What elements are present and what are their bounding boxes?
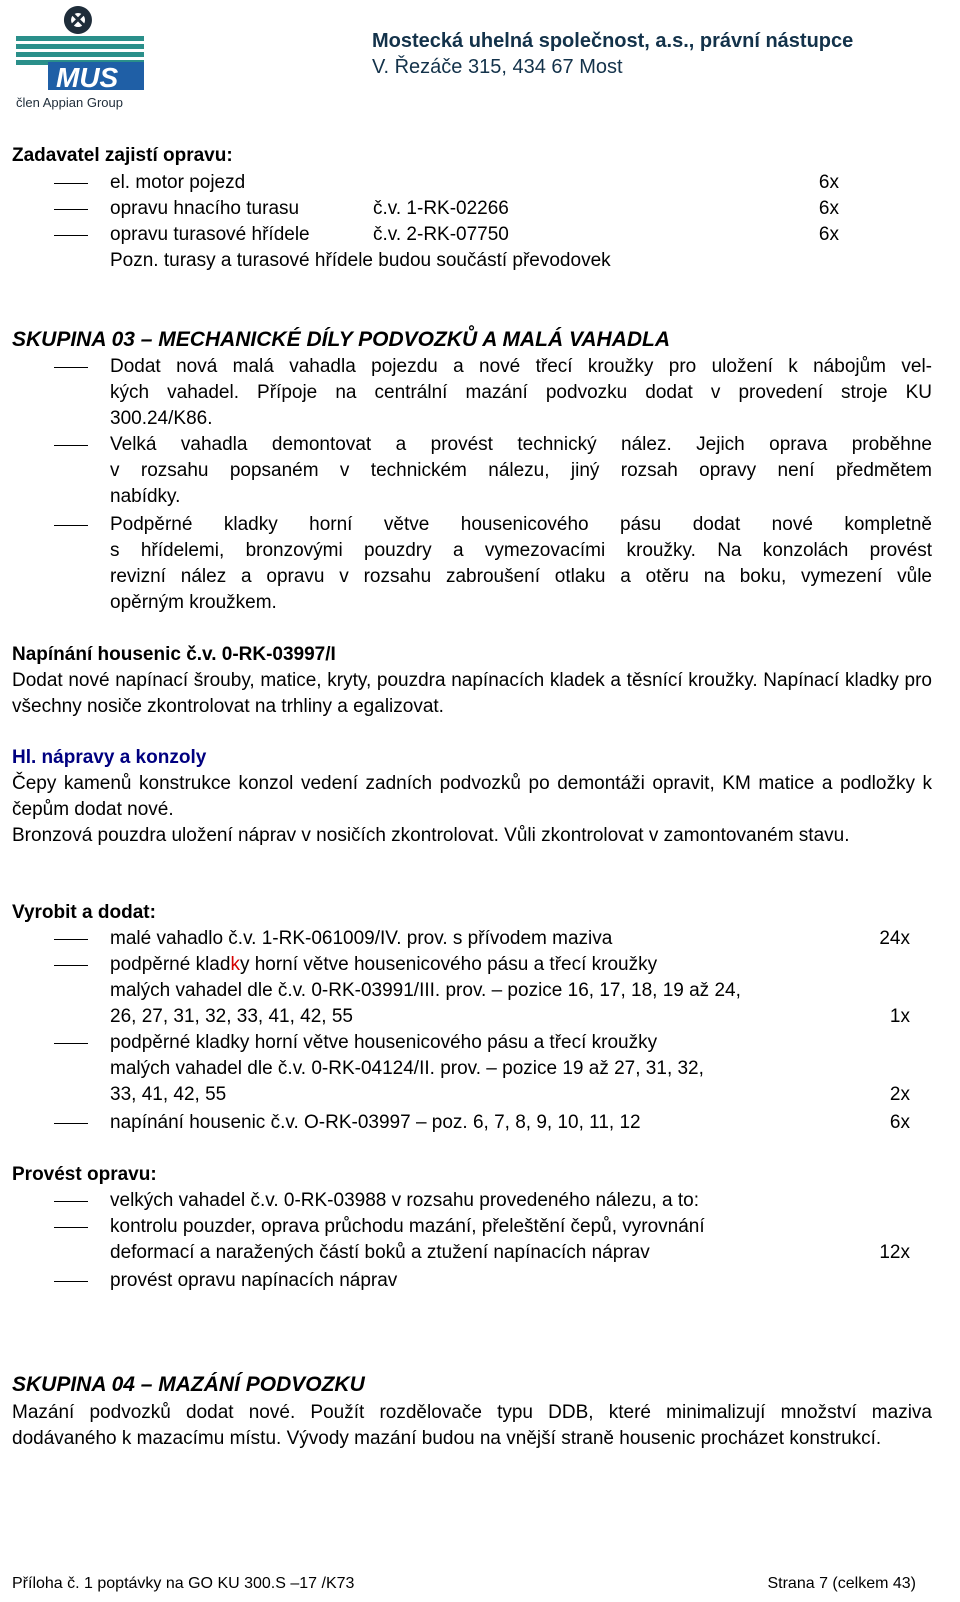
list-item: velkých vahadel č.v. 0-RK-03988 v rozsahu provedeného nálezu, a to: <box>110 1190 699 1211</box>
list-item-line: 33, 41, 42, 55 <box>110 1084 227 1105</box>
group-title: SKUPINA 03 – MECHANICKÉ DÍLY PODVOZKŮ A MALÁ VAHADLA <box>12 328 671 351</box>
dash <box>54 965 88 966</box>
logo-subtext: člen Appian Group <box>16 95 123 110</box>
company-address: V. Řezáče 315, 434 67 Most <box>372 56 623 78</box>
section-heading: Napínání housenic č.v. 0-RK-03997/I <box>12 644 336 665</box>
drawing-number: č.v. 1-RK-02266 <box>373 198 509 219</box>
logo-text: MUS <box>56 62 119 93</box>
list-item <box>110 952 657 978</box>
dash <box>54 445 88 446</box>
section-heading-text: Hl. nápravy a konzoly <box>12 747 207 768</box>
quantity: 12x <box>879 1242 910 1263</box>
dash <box>54 1281 88 1282</box>
dash <box>54 1123 88 1124</box>
paragraph-line: Velká vahadla demontovat a provést technický nález. Jejich oprava proběhne <box>110 434 932 455</box>
note: Pozn. turasy a turasové hřídele budou součástí převodovek <box>110 250 611 271</box>
dash <box>54 235 88 236</box>
drawing-number: č.v. 2-RK-07750 <box>373 224 509 245</box>
quantity: 1x <box>889 1006 910 1027</box>
quantity: 24x <box>879 928 910 949</box>
list-item: provést opravu napínacích náprav <box>110 1270 398 1291</box>
mus-logo-icon <box>14 4 146 110</box>
dash <box>54 1201 88 1202</box>
paragraph: Bronzová pouzdra uložení náprav v nosičích zkontrolovat. Vůli zkontrolovat v zamontovaném stavu. <box>12 825 850 846</box>
quantity: 6x <box>818 172 839 193</box>
quantity: 6x <box>818 224 839 245</box>
company-name: Mostecká uhelná společnost, a.s., právní nástupce <box>372 30 854 52</box>
quantity: 6x <box>818 198 839 219</box>
paragraph-line: revizní nález a opravu v rozsahu zabroušení otlaku a otěru na boku, vymezení vůle <box>110 566 932 587</box>
footer-left: Příloha č. 1 poptávky na GO KU 300.S –17 /K73 <box>12 1575 355 1592</box>
paragraph-line: opěrným kroužkem. <box>110 592 277 613</box>
paragraph-line: v rozsahu popsaném v technickém nálezu, jiný rozsah opravy není předmětem <box>110 460 932 481</box>
paragraph-line: nabídky. <box>110 486 181 507</box>
list-item: opravu turasové hřídele <box>110 224 310 245</box>
dash <box>54 939 88 940</box>
list-item: malé vahadlo č.v. 1-RK-061009/IV. prov. s přívodem maziva <box>110 928 613 949</box>
list-item: opravu hnacího turasu <box>110 198 300 219</box>
company-logo <box>14 4 146 110</box>
paragraph-line: Podpěrné kladky horní větve housenicového pásu dodat nové kompletně <box>110 514 932 535</box>
dash <box>54 209 88 210</box>
list-item: podpěrné kladky horní větve housenicového pásu a třecí kroužky <box>110 1032 658 1053</box>
dash <box>54 183 88 184</box>
list-item-line: deformací a naražených částí boků a ztužení napínacích náprav <box>110 1242 650 1263</box>
list-item-line: malých vahadel dle č.v. 0-RK-04124/II. prov. – pozice 19 až 27, 31, 32, <box>110 1058 704 1079</box>
dash <box>54 525 88 526</box>
list-item: kontrolu pouzder, oprava průchodu mazání, přeleštění čepů, vyrovnání <box>110 1216 705 1237</box>
list-item-line: 26, 27, 31, 32, 33, 41, 42, 55 <box>110 1006 353 1027</box>
paragraph-line: Dodat nová malá vahadla pojezdu a nové třecí kroužky pro uložení k nábojům vel- <box>110 356 932 377</box>
page-number: Strana 7 (celkem 43) <box>767 1575 916 1592</box>
section-heading: Zadavatel zajistí opravu: <box>12 145 233 166</box>
list-item: napínání housenic č.v. O-RK-03997 – poz. 6, 7, 8, 9, 10, 11, 12 <box>110 1112 641 1133</box>
section-heading: Vyrobit a dodat: <box>12 902 156 923</box>
dash <box>54 1043 88 1044</box>
quantity: 6x <box>889 1112 910 1133</box>
dash <box>54 367 88 368</box>
paragraph-line: s hřídelemi, bronzovými pouzdry a vymezovacími kroužky. Na konzolách provést <box>110 540 932 561</box>
text-part: podpěrné klad <box>110 954 231 975</box>
paragraph: Mazání podvozků dodat nové. Použít rozdělovače typu DDB, které minimalizují množství maziva dodávaného k mazacímu místu. Vývody mazání budou na vnější straně housenic procházet konstrukcí. <box>12 1402 932 1449</box>
highlighted-letter: k <box>230 954 240 975</box>
paragraph-line: kých vahadel. Přípoje na centrální mazání podvozku dodat v provedení stroje KU <box>110 382 932 403</box>
dash <box>54 1227 88 1228</box>
group-title: SKUPINA 04 – MAZÁNÍ PODVOZKU <box>12 1373 365 1396</box>
paragraph: Dodat nové napínací šrouby, matice, kryty, pouzdra napínacích kladek a těsnící kroužky. Napínací kladky pro všechny nosiče zkontrolovat na trhliny a egalizovat. <box>12 670 932 717</box>
list-item: el. motor pojezd <box>110 172 246 193</box>
section-heading <box>12 745 206 771</box>
section-heading: Provést opravu: <box>12 1164 157 1185</box>
paragraph: Čepy kamenů konstrukce konzol vedení zadních podvozků po demontáži opravit, KM matice a podložky k čepům dodat nové. <box>12 773 932 820</box>
text-part: y horní větve housenicového pásu a třecí kroužky <box>239 954 658 975</box>
paragraph-line: 300.24/K86. <box>110 408 213 429</box>
list-item-line: malých vahadel dle č.v. 0-RK-03991/III. prov. – pozice 16, 17, 18, 19 až 24, <box>110 980 741 1001</box>
quantity: 2x <box>889 1084 910 1105</box>
